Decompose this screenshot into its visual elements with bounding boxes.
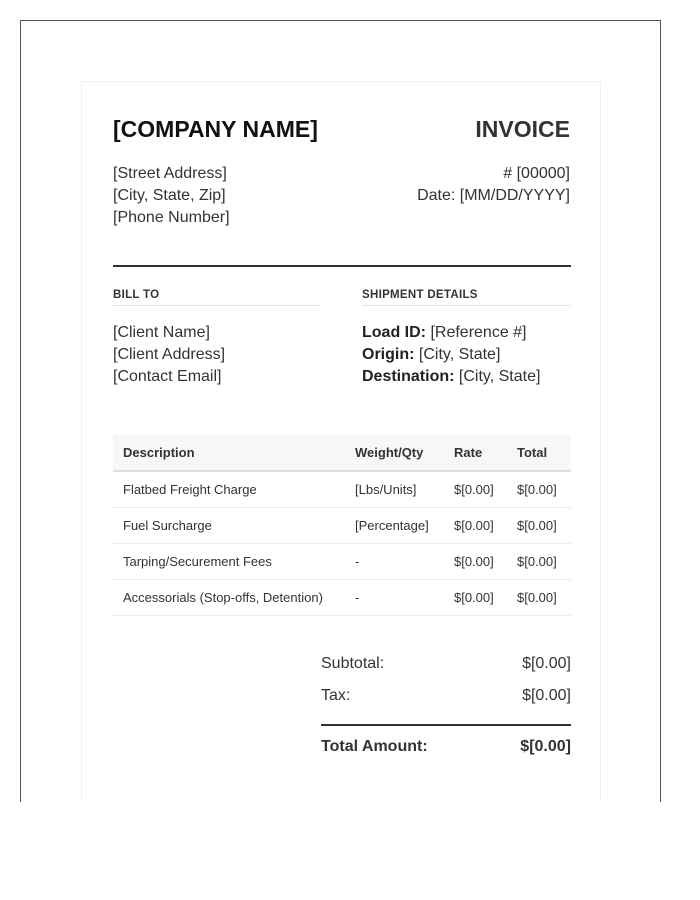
destination-value: [City, State] [454,368,541,385]
row-total: $[0.00] [507,580,571,616]
load-id-label: Load ID: [362,324,426,341]
total-amount-row [321,726,571,768]
load-id-line [362,322,540,344]
table-row [113,544,571,580]
column-header-total: Total [507,435,571,471]
total-amount-label: Total Amount: [321,738,428,755]
shipment-details-block [362,322,540,388]
total-amount-value: $[0.00] [520,738,571,755]
client-address: [Client Address] [113,346,226,363]
row-weight-qty: - [345,580,444,616]
row-rate: $[0.00] [444,544,507,580]
row-total: $[0.00] [507,471,571,508]
header-divider [113,265,571,267]
contact-email: [Contact Email] [113,368,222,385]
column-header-weight-qty: Weight/Qty [345,435,444,471]
row-rate: $[0.00] [444,508,507,544]
invoice-title: INVOICE [475,116,570,142]
company-city-state-zip: [City, State, Zip] [113,187,226,204]
row-description: Flatbed Freight Charge [113,471,345,508]
tax-value: $[0.00] [522,687,571,704]
client-name: [Client Name] [113,324,210,341]
origin-line [362,344,540,366]
subtotal-row [321,648,571,680]
table-header-row [113,435,571,471]
destination-label: Destination: [362,368,455,385]
column-header-description: Description [113,435,345,471]
row-rate: $[0.00] [444,580,507,616]
invoice-meta [417,163,570,207]
tax-label: Tax: [321,687,351,704]
totals-block [321,648,571,768]
subtotal-value: $[0.00] [522,655,571,672]
load-id-value: [Reference #] [426,324,527,341]
invoice-date: Date: [MM/DD/YYYY] [417,187,570,204]
bill-to-block [113,322,225,388]
invoice-document [81,81,601,802]
row-weight-qty: [Percentage] [345,508,444,544]
column-header-rate: Rate [444,435,507,471]
line-items-table [113,435,571,616]
subtotal-label: Subtotal: [321,655,385,672]
table-row [113,580,571,616]
company-address-block [113,163,230,229]
table-row [113,508,571,544]
row-total: $[0.00] [507,544,571,580]
invoice-number: # [00000] [503,165,570,182]
destination-line [362,366,540,388]
company-name: [COMPANY NAME] [113,116,318,142]
tax-row [321,680,571,712]
row-description: Fuel Surcharge [113,508,345,544]
row-weight-qty: - [345,544,444,580]
bill-to-heading: BILL TO [113,289,321,306]
row-description: Tarping/Securement Fees [113,544,345,580]
row-weight-qty: [Lbs/Units] [345,471,444,508]
row-description: Accessorials (Stop-offs, Detention) [113,580,345,616]
company-phone: [Phone Number] [113,209,230,226]
company-street: [Street Address] [113,165,227,182]
origin-value: [City, State] [414,346,501,363]
row-total: $[0.00] [507,508,571,544]
row-rate: $[0.00] [444,471,507,508]
origin-label: Origin: [362,346,415,363]
shipment-details-heading: SHIPMENT DETAILS [362,289,571,306]
table-row [113,471,571,508]
